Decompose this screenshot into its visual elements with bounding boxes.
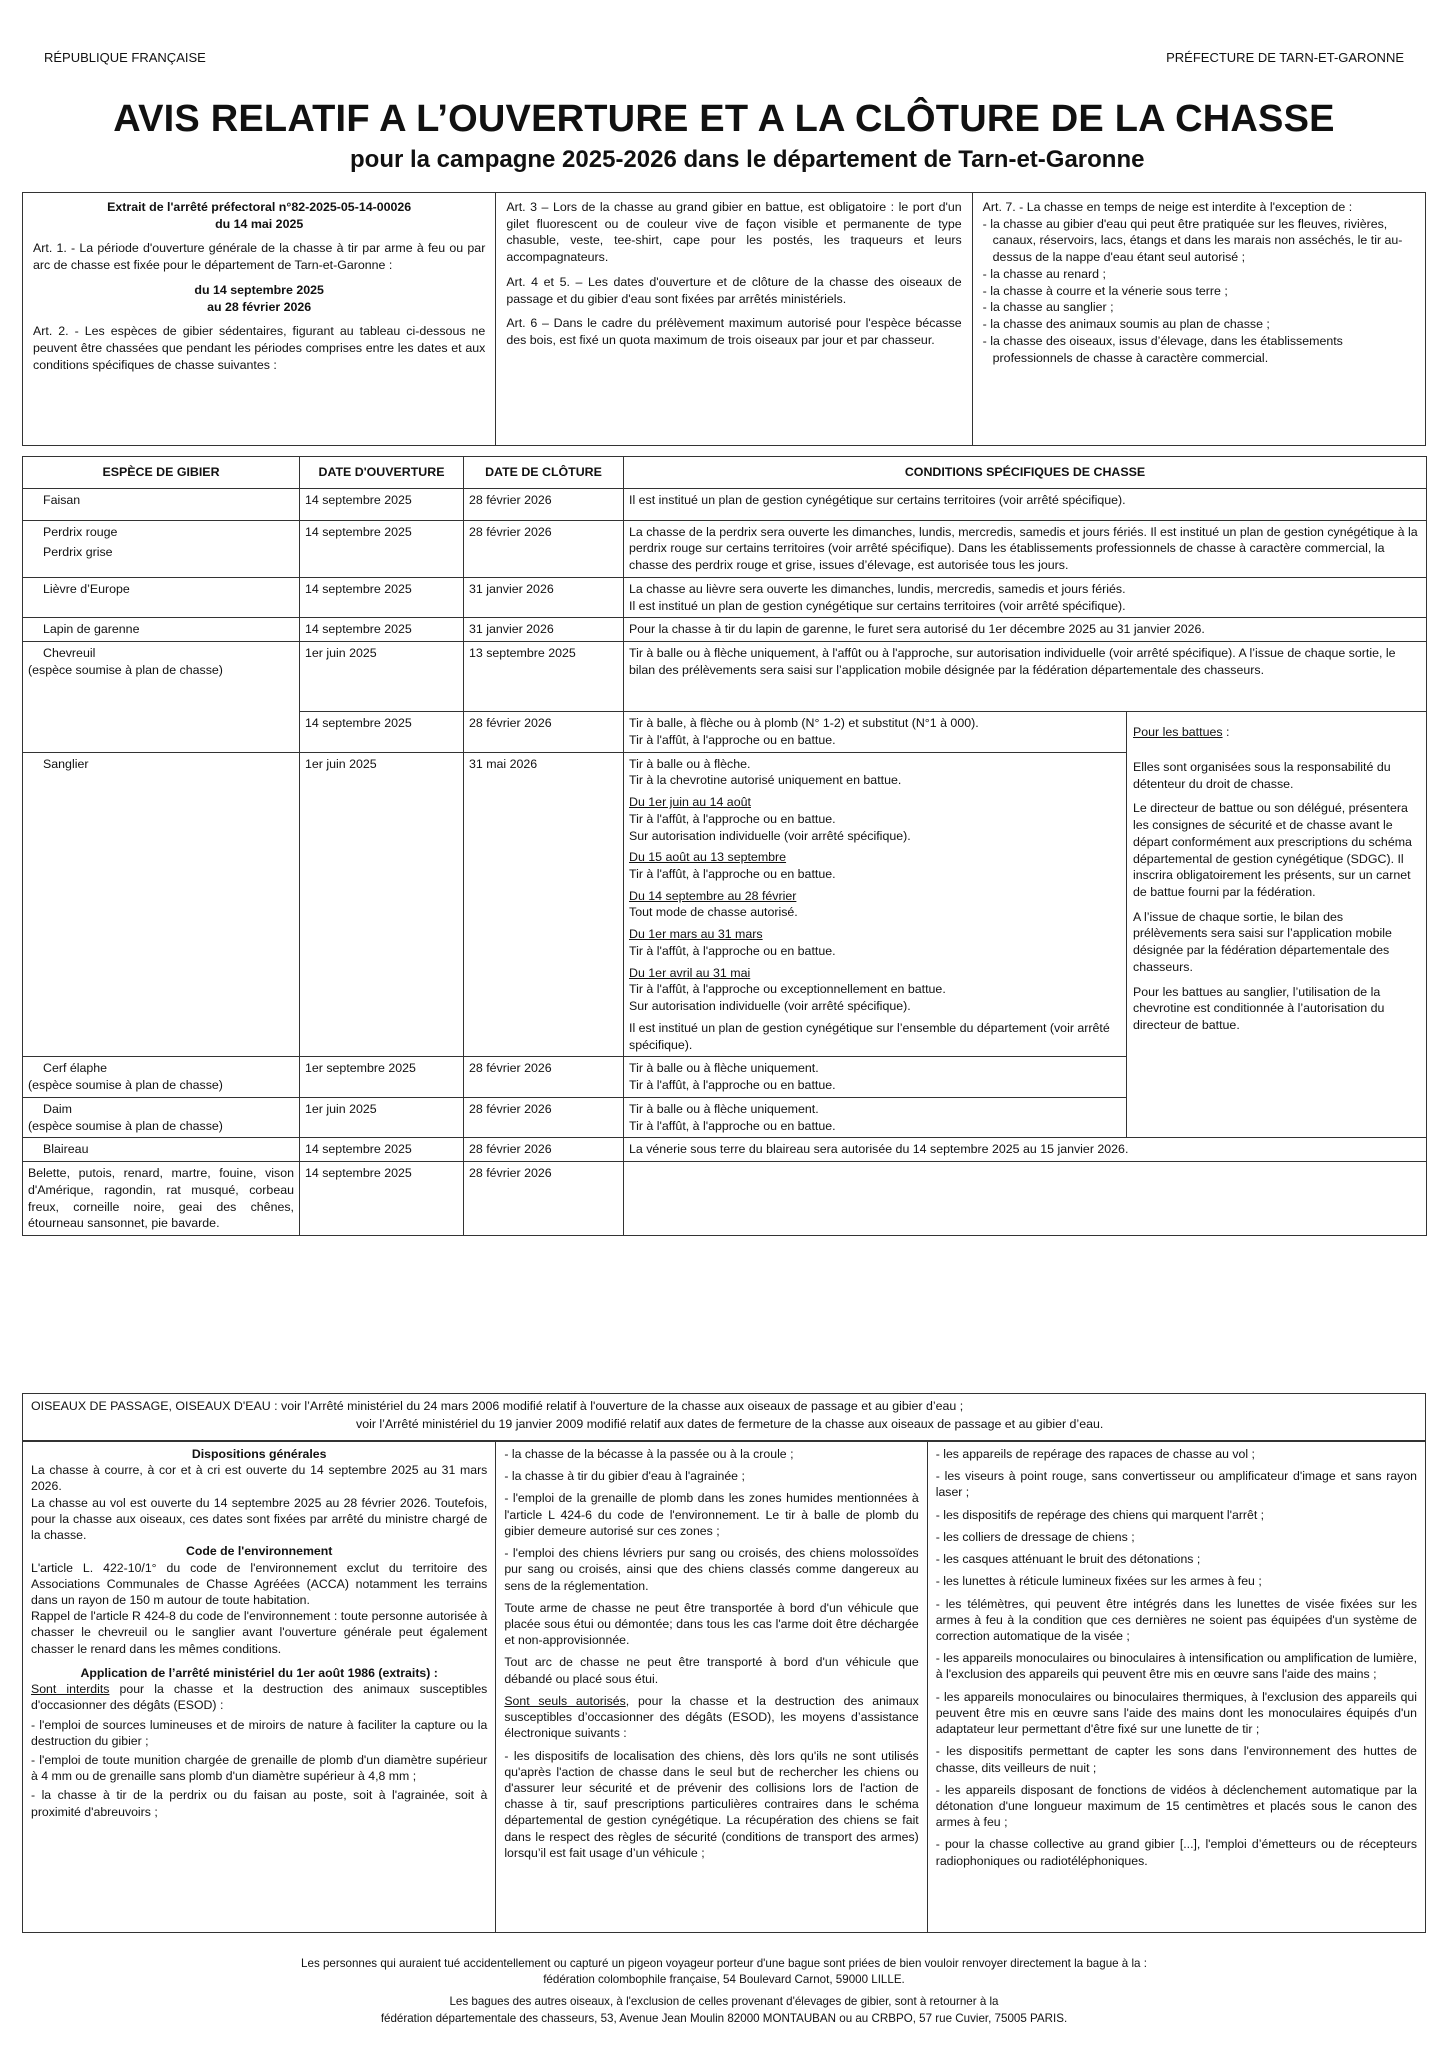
species-cell [23,712,300,752]
closing-cell: 28 février 2026 [464,1057,624,1097]
condition-line: Tir à balle ou à flèche. [629,756,751,771]
dispositions-para: La chasse à courre, à cor et à cri est ouverte du 14 septembre 2025 au 31 mars 2026. [31,1463,488,1494]
intro-col-2 [495,193,971,445]
condition-line: Tir à l'affût, à l'approche ou en battue. [629,1078,836,1093]
battues-para: Pour les battues au sanglier, l’utilisation de la chevrotine est conditionnée à l’autorisation du directeur de battue. [1133,984,1385,1033]
page-title: AVIS RELATIF A L’OUVERTURE ET A LA CLÔTURE DE LA CHASSE [113,98,1335,140]
species-name: Perdrix grise [43,545,113,560]
species-cell: Faisan [23,488,300,520]
col-header-species: ESPÈCE DE GIBIER [23,457,300,489]
battues-title: Pour les battues [1133,725,1223,740]
conditions-cell [624,577,1427,617]
opening-cell: 14 septembre 2025 [300,488,464,520]
oiseaux-box [22,1393,1426,1441]
transport-para: Toute arme de chasse ne peut être transportée à bord d'un véhicule que placée sous étui ou démontée; dans tous les cas l'arme doit être déchargée et non-approvisionnée. [504,1600,919,1648]
conditions-cell: La chasse de la perdrix sera ouverte les dimanches, lundis, mercredis, samedis et jours fériés. Il est institué un plan de gestion cynégétique à la perdrix rouge sur certains territoires (voir arrêté spécifique). Dans les établissements professionnels de chasse à caractère commercial, la chasse des perdrix rouge et grise, issues d’élevage, est autorisée tous les jours. [624,520,1427,577]
footer-line: Les bagues des autres oiseaux, à l'exclusion de celles provenant d'élevages de gibier, sont à retourner à la [449,1995,999,2009]
header-left: RÉPUBLIQUE FRANÇAISE [44,50,206,65]
autorise-item: - les casques atténuant le bruit des détonations ; [935,1552,1201,1567]
condition-line: Il est institué un plan de gestion cynégétique sur l’ensemble du département (voir arrêté spécifique). [629,1020,1110,1052]
footer-line: Les personnes qui auraient tué accidentellement ou capturé un pigeon voyageur porteur d'une bague sont priées de bien vouloir renvoyer directement la bague à la : [301,1957,1147,1970]
autorise-item: - les lunettes à réticule lumineux fixées sur les armes à feu ; [935,1574,1262,1589]
species-cell [23,520,300,577]
table-header-row [23,457,1427,489]
opening-cell: 14 septembre 2025 [300,712,464,752]
period-heading: Du 1er mars au 31 mars [629,927,763,942]
opening-cell: 1er juin 2025 [300,642,464,712]
condition-line: Tir à balle ou à flèche uniquement. [629,1101,819,1116]
condition-line: Sur autorisation individuelle (voir arrêté spécifique). [629,828,911,843]
species-cell [23,1097,300,1137]
code-title: Code de l'environnement [185,1544,333,1559]
conditions-cell [624,1162,1427,1236]
header-line [44,50,1404,65]
period-heading: Du 1er avril au 31 mai [629,965,751,980]
intro-box [22,192,1426,446]
closing-date: au 28 février 2026 [207,299,312,314]
closing-cell: 13 septembre 2025 [464,642,624,712]
conditions-cell: Pour la chasse à tir du lapin de garenne, le furet sera autorisé du 1er décembre 2025 au 31 janvier 2026. [624,618,1427,642]
species-note: (espèce soumise à plan de chasse) [28,1118,223,1133]
autorise-item: - les dispositifs de repérage des chiens qui marquent l'arrêt ; [935,1507,1265,1522]
extrait-title: Extrait de l'arrêté préfectoral n°82-2025-05-14-00026 [107,200,412,214]
conditions-cell [624,752,1127,1057]
autorise-item: - les colliers de dressage de chiens ; [935,1529,1135,1544]
footer-line: fédération départementale des chasseurs, 53, Avenue Jean Moulin 82000 MONTAUBAN ou au CRBPO, 57 rue Cuvier, 75005 PARIS. [380,2011,1068,2025]
opening-cell: 14 septembre 2025 [300,1138,464,1162]
species-name: Daim [43,1101,72,1116]
autorise-item: - les appareils de repérage des rapaces de chasse au vol ; [935,1447,1255,1461]
condition-line: Tir à balle ou à flèche uniquement. [629,1061,819,1076]
closing-cell: 28 février 2026 [464,488,624,520]
battues-para: Le directeur de battue ou son délégué, présentera les consignes de sécurité et de chasse avant le départ conformément aux prescriptions du schéma départemental de gestion cynégétique (SDGC). Il inscrira obligatoirement les présents, sur un carnet de battue fourni par la fédération. [1133,801,1412,900]
dispositions-para: La chasse au vol est ouverte du 14 septembre 2025 au 28 février 2026. Toutefois, pour la chasse aux oiseaux, ces dates sont fixées par arrêté du ministre chargé de la chasse. [31,1495,488,1543]
bottom-box [22,1441,1426,1933]
article-2: Art. 2. - Les espèces de gibier sédentaires, figurant au tableau ci-dessous ne peuvent être chassées que pendant les périodes comprises entre les dates et aux conditions spécifiques de chasse suivantes : [33,324,486,372]
table-row [23,488,1427,520]
interdit-item: - l'emploi de la grenaille de plomb dans les zones humides mentionnées à l'article L 424-6 du code de l'environnement. Le tir à balle de plomb du gibier demeure autorisé sur ces zones ; [504,1491,919,1538]
closing-cell: 28 février 2026 [464,520,624,577]
closing-cell: 28 février 2026 [464,712,624,752]
species-cell [23,642,300,712]
battues-box: Pour les battues : Elles sont organisées sous la responsabilité du détenteur du droit de chasse. Le directeur de battue ou son délégué, présentera les consignes de sécurité et de chasse avant le départ conformément aux prescriptions du schéma départemental de gestion cynégétique (SDGC). Il inscrira obligatoirement les présents, sur un carnet de battue fourni par la fédération. A l’issue de chaque sortie, le bilan des prélèvements sera saisi sur l’application mobile désignée par la fédération départementale des chasseurs. Pour les battues au sanglier, l’utilisation de la chevrotine est conditionnée à l’autorisation du directeur de battue. [1127,712,1427,1138]
condition-line: Tir à l'affût, à l'approche ou en battue. [629,867,836,882]
interdit-item: - l'emploi de toute munition chargée de grenaille de plomb d'un diamètre supérieur à 4 mm ou de grenaille sans plomb d'un diamètre supérieur à 4,8 mm ; [31,1752,488,1784]
col-header-conditions: CONDITIONS SPÉCIFIQUES DE CHASSE [624,457,1427,489]
oiseaux-line-2: voir l’Arrêté ministériel du 19 janvier 2009 modifié relatif aux dates de fermeture de la chasse aux oiseaux de passage et au gibier d’eau. [356,1416,1104,1431]
conditions-cell [624,1097,1127,1137]
interdit-item: - la chasse de la bécasse à la passée ou à la croule ; [504,1447,794,1461]
condition-line: Sur autorisation individuelle (voir arrêté spécifique). [629,999,911,1014]
article-1: Art. 1. - La période d'ouverture générale de la chasse à tir par arme à feu ou par arc de chasse est fixée pour le département de Tarn-et-Garonne : [33,241,486,273]
autorise-item: - les dispositifs permettant de capter les sons dans l'environnement des huttes de chasse, dits veilleurs de nuit ; [935,1744,1417,1775]
opening-date: du 14 septembre 2025 [194,282,324,297]
bottom-col-2 [495,1442,926,1932]
condition-line: Tir à la chevrotine autorisé uniquement en battue. [629,773,902,788]
art7-item: - la chasse des oiseaux, issus d’élevage, dans les établissements professionnels de chasse à caractère commercial. [982,333,1343,365]
species-cell [23,1057,300,1097]
conditions-cell: La vénerie sous terre du blaireau sera autorisée du 14 septembre 2025 au 15 janvier 2026. [624,1138,1427,1162]
dispositions-title: Dispositions générales [191,1447,327,1461]
condition-line: Tir à l'affût, à l'approche ou en battue. [629,811,836,826]
species-table [22,456,1427,1236]
closing-cell: 31 janvier 2026 [464,577,624,617]
page-subtitle: pour la campagne 2025-2026 dans le département de Tarn-et-Garonne [350,146,1145,173]
col-header-closing: DATE DE CLÔTURE [464,457,624,489]
intro-col-1 [23,193,495,445]
autorise-item: - les appareils disposant de fonctions de vidéos à déclenchement automatique par la détonation d'une longueur maximum de 15 centimètres et placés sous le canon des armes à feu ; [935,1782,1417,1830]
opening-cell: 14 septembre 2025 [300,520,464,577]
autorise-item: - les viseurs à point rouge, sans convertisseur ou amplificateur d'image et sans rayon laser ; [935,1469,1417,1500]
autorises-label: Sont seuls autorisés [504,1693,626,1708]
opening-cell: 1er juin 2025 [300,752,464,1057]
species-name: Perdrix rouge [43,524,118,539]
closing-cell: 28 février 2026 [464,1097,624,1137]
interdit-item: - l'emploi des chiens lévriers pur sang ou croisés, des chiens molossoïdes pur sang ou croisés, ainsi que des chiens classés comme dangereux au sens de la réglementation. [504,1546,919,1593]
article-7: Art. 7. - La chasse en temps de neige est interdite à l'exception de : [982,200,1353,214]
species-name: Cerf élaphe [43,1061,108,1076]
transport-para: Tout arc de chasse ne peut être transporté à bord d'un véhicule que débandé ou placé sous étui. [504,1655,919,1686]
col-header-opening: DATE D'OUVERTURE [300,457,464,489]
condition-line: Tir à balle, à flèche ou à plomb (N° 1-2) et substitut (N°1 à 000). [629,716,979,731]
art7-item: - la chasse des animaux soumis au plan de chasse ; [982,317,1270,332]
autorises-text: , pour la chasse et la destruction des animaux susceptibles d’occasionner des dégâts (ESOD), les moyens d’assistance électronique suivants : [504,1693,919,1741]
table-row [23,1138,1427,1162]
species-cell: Lapin de garenne [23,618,300,642]
opening-cell: 14 septembre 2025 [300,1162,464,1236]
period-heading: Du 1er juin au 14 août [629,795,751,810]
conditions-cell: Tir à balle ou à flèche uniquement, à l'affût ou à l'approche, sur autorisation individuelle (voir arrêté spécifique). A l’issue de chaque sortie, le bilan des prélèvements sera saisi sur l’application mobile désignée par la fédération départementale des chasseurs. [624,642,1427,712]
period-heading: Du 14 septembre au 28 février [629,888,797,903]
opening-cell: 1er juin 2025 [300,1097,464,1137]
table-row [23,618,1427,642]
autorise-item: - les appareils monoculaires ou binoculaires thermiques, à l'exclusion des appareils qui peuvent être mis en œuvre sans l'aide des mains dont les monoculaires équipés d'un adaptateur leur permettant d'être fixé sur une lunette de tir ; [935,1689,1417,1737]
condition-line: Tir à l'affût, à l'approche ou exceptionnellement en battue. [629,982,946,997]
conditions-cell: Il est institué un plan de gestion cynégétique sur certains territoires (voir arrêté spécifique). [624,488,1427,520]
battues-para: Elles sont organisées sous la responsabilité du détenteur du droit de chasse. [1133,759,1391,791]
closing-cell: 31 janvier 2026 [464,618,624,642]
condition-line: Il est institué un plan de gestion cynégétique sur certains territoires (voir arrêté spécifique). [629,598,1126,613]
article-4-5: Art. 4 et 5. – Les dates d'ouverture et de clôture de la chasse des oiseaux de passage et du gibier d'eau sont fixées par arrêtés ministériels. [506,274,962,306]
conditions-cell [624,712,1127,752]
header-right: PRÉFECTURE DE TARN-ET-GARONNE [1166,50,1404,65]
table-row [23,1162,1427,1236]
table-row [23,712,1427,752]
art7-item: - la chasse au gibier d'eau qui peut être pratiquée sur les fleuves, rivières, canaux, réservoirs, lacs, étangs et dans les marais non asséchés, le tir au-dessus de la nappe d'eau étant seul autorisé ; [982,216,1403,265]
bottom-col-3 [927,1442,1425,1932]
autorise-item: - les appareils monoculaires ou binoculaires à intensification ou amplification de lumière, à l'exclusion des appareils qui peuvent être mis en œuvre sans l'aide des mains ; [935,1651,1417,1682]
condition-line: Tir à l'affût, à l'approche ou en battue. [629,732,836,747]
autorise-item: - les dispositifs de localisation des chiens, dès lors qu'ils ne sont utilisés qu'après l'action de chasse dans le seul but de rechercher les chiens ou d'assurer leur sécurité et de prévenir des collisions lors de l'action de chasse à tir, sauf prescriptions particulières contraires dans le schéma départemental de gestion cynégétique. La récupération des chiens se fait dans le respect des règles de sécurité (conditions de transport des armes) lorsqu’il est fait usage d’un véhicule ; [504,1748,919,1860]
condition-line: Tir à l'affût, à l'approche ou en battue. [629,1118,836,1133]
code-para: Rappel de l'article R 424-8 du code de l'environnement : toute personne autorisée à chasser le chevreuil ou le sanglier avant l'ouverture générale peut également chasser le renard dans les mêmes conditions. [31,1609,488,1656]
closing-cell: 28 février 2026 [464,1138,624,1162]
table-row [23,520,1427,577]
closing-cell: 28 février 2026 [464,1162,624,1236]
autorise-item: - les télémètres, qui peuvent être intégrés dans les lunettes de visée fixées sur les armes à feu à la condition que ces dernières ne soient pas équipées d'un système de correction automatique de la visée ; [935,1596,1417,1643]
article-3: Art. 3 – Lors de la chasse au grand gibier en battue, est obligatoire : le port d'un gilet fluorescent ou de couleur vive de façon visible et permanente de type chasuble, veste, tee-shirt, cape pour les postés, les traqueurs et leurs accompagnateurs. [506,200,962,265]
battues-para: A l’issue de chaque sortie, le bilan des prélèvements sera saisi sur l’application mobile désignée par la fédération départementale des chasseurs. [1133,909,1392,974]
species-cell: Sanglier [23,752,300,1057]
art7-item: - la chasse à courre et la vénerie sous terre ; [982,283,1228,298]
oiseaux-line-1: OISEAUX DE PASSAGE, OISEAUX D'EAU : voir l’Arrêté ministériel du 24 mars 2006 modifié relatif à l'ouverture de la chasse aux oiseaux de passage et au gibier d’eau ; [31,1399,964,1413]
footer-line: fédération colombophile française, 54 Boulevard Carnot, 59000 LILLE. [543,1973,905,1987]
species-cell: Lièvre d’Europe [23,577,300,617]
table-row [23,642,1427,712]
interdit-item: - l'emploi de sources lumineuses et de miroirs de nature à faciliter la capture ou la destruction du gibier ; [31,1717,488,1748]
bottom-col-1 [23,1442,495,1932]
condition-line: Tir à l'affût, à l'approche ou en battue. [629,943,836,958]
species-note: (espèce soumise à plan de chasse) [28,662,223,677]
closing-cell: 31 mai 2026 [464,752,624,1057]
art7-item: - la chasse au renard ; [982,266,1106,281]
condition-line: Tout mode de chasse autorisé. [629,905,798,920]
condition-line: La chasse au lièvre sera ouverte les dimanches, lundis, mercredis, samedis et jours fériés. [629,581,1126,596]
interdits-text: pour la chasse et la destruction des animaux susceptibles d'occasionner des dégâts (ESOD) : [31,1682,488,1713]
period-heading: Du 15 août au 13 septembre [629,850,787,865]
autorise-item: - pour la chasse collective au grand gibier [...], l'emploi d’émetteurs ou de récepteurs radiophoniques ou radiotéléphoniques. [935,1837,1417,1868]
code-para: L'article L. 422-10/1° du code de l'environnement exclut du territoire des Associations Communales de Chasse Agréées (ACCA) notamment les terrains dans un rayon de 150 m autour de toute habitation. [31,1560,488,1607]
species-note: (espèce soumise à plan de chasse) [28,1078,223,1093]
art7-item: - la chasse au sanglier ; [982,300,1114,315]
application-title: Application de l’arrêté ministériel du 1er août 1986 (extraits) : [80,1665,438,1680]
species-cell: Blaireau [23,1138,300,1162]
interdit-item: - la chasse à tir du gibier d'eau à l'agrainée ; [504,1469,745,1484]
opening-cell: 14 septembre 2025 [300,618,464,642]
species-cell: Belette, putois, renard, martre, fouine, vison d'Amérique, ragondin, rat musqué, corbeau freux, corneille noire, geai des chênes, étourneau sansonnet, pie bavarde. [23,1162,300,1236]
extrait-date: du 14 mai 2025 [215,216,304,231]
intro-col-3 [972,193,1425,445]
conditions-cell [624,1057,1127,1097]
article-6: Art. 6 – Dans le cadre du prélèvement maximum autorisé pour l'espèce bécasse des bois, est fixé un quota maximum de trois oiseaux par jour et par chasseur. [506,316,962,348]
opening-cell: 14 septembre 2025 [300,577,464,617]
opening-cell: 1er septembre 2025 [300,1057,464,1097]
interdit-item: - la chasse à tir de la perdrix ou du faisan au poste, soit à l'agrainée, soit à proximité d'abreuvoirs ; [31,1788,488,1819]
interdits-label: Sont interdits [31,1682,110,1697]
species-name: Chevreuil [43,646,96,661]
table-row [23,577,1427,617]
footer [0,1956,1448,2027]
